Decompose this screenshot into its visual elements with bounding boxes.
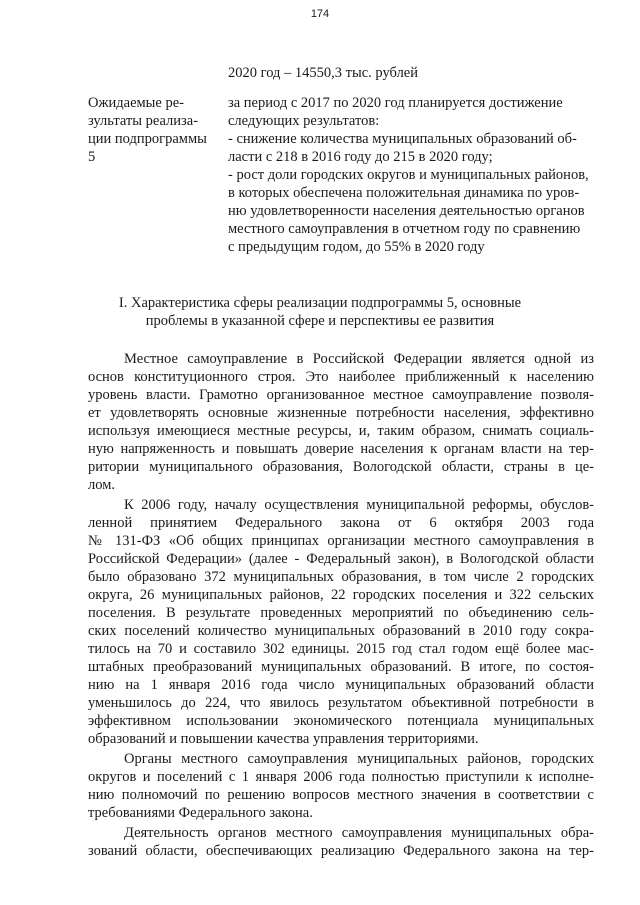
body-line: нию полномочий по решению вопросов местного значения в соответствии с bbox=[88, 787, 594, 803]
body-line: штабных преобразований муниципальных образований. В итоге, по состоя- bbox=[88, 659, 594, 675]
section-heading-line: I. Характеристика сферы реализации подпрограммы 5, основные bbox=[118, 295, 522, 311]
results-text-line: - снижение количества муниципальных образований об- bbox=[228, 131, 577, 147]
body-line: зований области, обеспечивающих реализацию Федерального закона на тер- bbox=[88, 843, 594, 859]
body-line: тилось на 70 и составило 302 единицы. 2015 год стал годом ещё более мас- bbox=[88, 641, 594, 657]
body-line: ритории муниципального образования, Вологодской области, страны в це- bbox=[88, 459, 594, 475]
body-line: Органы местного самоуправления муниципальных районов, городских bbox=[124, 751, 594, 767]
body-line: № 131-ФЗ «Об общих принципах организации местного самоуправления в bbox=[88, 533, 594, 549]
body-line: ских поселений количество муниципальных образований в 2010 году сокра- bbox=[88, 623, 594, 639]
results-text-line: в которых обеспечена положительная динамика по уров- bbox=[228, 185, 580, 201]
results-text-line: с предыдущим годом, до 55% в 2020 году bbox=[228, 239, 485, 255]
results-text-line: следующих результатов: bbox=[228, 113, 380, 129]
body-line: используя имеющиеся местные ресурсы, и, таким образом, снимать социаль- bbox=[88, 423, 594, 439]
results-label-line: 5 bbox=[88, 149, 96, 165]
body-line: округа, 26 муниципальных районов, 22 городских поселения и 322 сельских bbox=[88, 587, 594, 603]
results-text-line: ню удовлетворенности населения деятельностью органов bbox=[228, 203, 585, 219]
body-line: К 2006 году, началу осуществления муниципальной реформы, обуслов- bbox=[124, 497, 594, 513]
page-number: 174 bbox=[310, 8, 330, 20]
body-line: поселения. В результате проведенных мероприятий по объединению сель- bbox=[88, 605, 594, 621]
body-line: ет удовлетворять основные жизненные потребности населения, эффективно bbox=[88, 405, 594, 421]
body-line: Российской Федерации» (далее - Федеральный закон), в Вологодской области bbox=[88, 551, 594, 567]
results-label-line: Ожидаемые ре- bbox=[88, 95, 184, 111]
body-line: эффективном использовании экономического потенциала муниципальных bbox=[88, 713, 594, 729]
body-line: образований и повышении качества управления территориями. bbox=[88, 731, 479, 747]
body-line: нию на 1 января 2016 года число муниципальных образований области bbox=[88, 677, 594, 693]
body-line: требованиями Федерального закона. bbox=[88, 805, 313, 821]
body-line: лом. bbox=[88, 477, 116, 493]
body-line: Деятельность органов местного самоуправления муниципальных обра- bbox=[124, 825, 594, 841]
section-heading-line: проблемы в указанной сфере и перспективы ее развития bbox=[145, 313, 495, 329]
results-text-line: ласти с 218 в 2016 году до 215 в 2020 году; bbox=[228, 149, 493, 165]
body-line: ленной принятием Федерального закона от 6 октября 2003 года bbox=[88, 515, 594, 531]
results-label-line: ции подпрограммы bbox=[88, 131, 207, 147]
body-line: округов и поселений с 1 января 2006 года полностью приступили к исполне- bbox=[88, 769, 594, 785]
results-label-line: зультаты реализа- bbox=[88, 113, 199, 129]
body-line: основ конституционного строя. Это наиболее приближенный к населению bbox=[88, 369, 594, 385]
body-line: ную напряженность и повышать доверие населения к органам власти на тер- bbox=[88, 441, 594, 457]
body-line: Местное самоуправление в Российской Федерации является одной из bbox=[124, 351, 594, 367]
funding-line: 2020 год – 14550,3 тыс. рублей bbox=[228, 65, 419, 81]
results-text-line: - рост доли городских округов и муниципальных районов, bbox=[228, 167, 589, 183]
body-line: уровень власти. Грамотно организованное местное самоуправление позволя- bbox=[88, 387, 594, 403]
body-line: было образовано 372 муниципальных образования, в том числе 2 городских bbox=[88, 569, 594, 585]
results-text-line: за период с 2017 по 2020 год планируется достижение bbox=[228, 95, 563, 111]
results-text-line: местного самоуправления в отчетном году по сравнению bbox=[228, 221, 581, 237]
body-line: уменьшилось до 224, что явилось результатом объективной потребности в bbox=[88, 695, 594, 711]
